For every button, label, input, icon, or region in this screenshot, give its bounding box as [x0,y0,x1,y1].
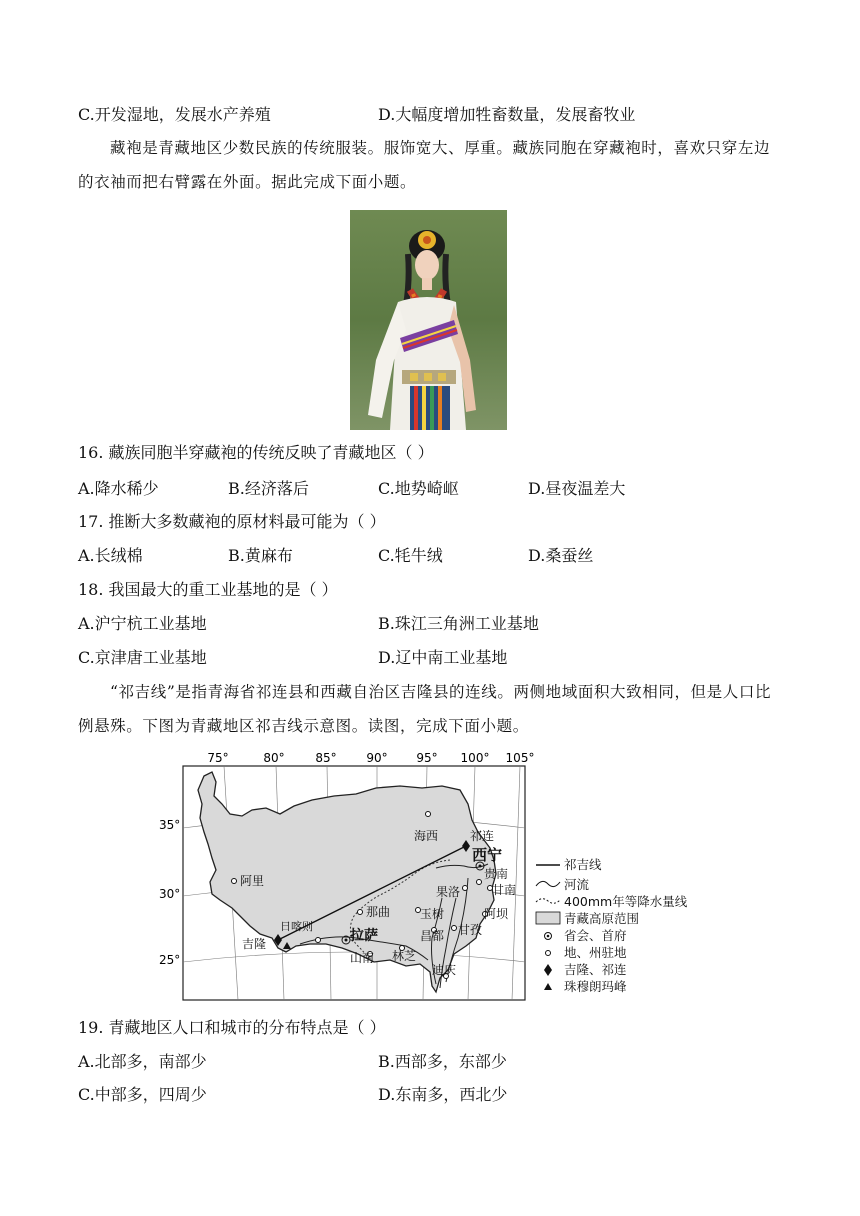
q16-option-a: A.降水稀少 [78,479,159,498]
lat-label-25: 25° [159,953,181,967]
label-lasa: 拉萨 [350,928,378,944]
label-guinan: 贵南 [484,867,509,881]
label-aba: 阿坝 [484,907,509,921]
q16-option-c: C.地势崎岖 [378,479,459,498]
label-yushu: 玉树 [420,907,445,921]
lon-label-85: 85° [315,751,337,765]
q18-option-d: D.辽中南工业基地 [378,648,508,667]
q15-option-c: C.开发湿地，发展水产养殖 [78,105,271,124]
legend-plateau-symbol [536,912,560,924]
legend-river: 河流 [564,877,590,892]
legend-qiji-line: 祁吉线 [564,857,602,872]
legend-everest-symbol [544,983,552,990]
legend-river-symbol [536,881,560,886]
label-ganzi: 甘孜 [458,923,483,937]
label-linzhi: 林芝 [392,949,417,963]
q18-stem: 18. 我国最大的重工业基地的是（ ） [78,580,338,599]
intro-tibetan-robe: 藏袍是青藏地区少数民族的传统服装。服饰宽大、厚重。藏族同胞在穿藏袍时，喜欢只穿左边的衣袖而把右臂露在外面。据此完成下面小题。 [78,139,771,191]
lon-label-100: 100° [460,751,490,765]
lon-label-105: 105° [505,751,535,765]
label-guoluo: 果洛 [436,885,461,899]
q16-stem: 16. 藏族同胞半穿藏袍的传统反映了青藏地区（ ） [78,443,434,462]
label-qilian: 祁连 [470,829,495,843]
label-naqu: 那曲 [366,905,391,919]
intro-qiji-line: “祁吉线”是指青海省祁连县和西藏自治区吉隆县的连线。两侧地域面积大致相同，但是人口比例悬殊。下图为青藏地区祁吉线示意图。读图，完成下面小题。 [78,683,772,735]
legend-plateau: 青藏高原范围 [564,911,640,926]
label-xining: 西宁 [472,846,503,864]
lon-label-75: 75° [207,751,229,765]
q19-stem: 19. 青藏地区人口和城市的分布特点是（ ） [78,1018,386,1037]
q19-option-c: C.中部多，四周少 [78,1085,207,1104]
label-haixi: 海西 [414,829,439,843]
legend-capital: 省会、首府 [564,928,627,943]
lon-label-95: 95° [416,751,438,765]
label-gannan: 甘南 [492,883,517,897]
legend-prefecture-symbol [546,951,551,956]
legend-jilong-qilian: 吉隆、祁连 [564,962,627,977]
q19-option-d: D.东南多，西北少 [378,1085,508,1104]
q17-option-c: C.牦牛绒 [378,546,443,565]
legend-precip-symbol [536,899,560,904]
label-jilong: 吉隆 [242,937,267,951]
tibetan-robe-photo [350,210,507,430]
legend-everest: 珠穆朗玛峰 [564,979,627,994]
q16-option-b: B.经济落后 [228,479,309,498]
label-changdu: 昌都 [420,929,445,943]
q18-option-b: B.珠江三角洲工业基地 [378,614,539,633]
qiji-line-map [150,748,715,1008]
lon-label-80: 80° [263,751,285,765]
q18-option-a: A.沪宁杭工业基地 [78,614,207,633]
q16-option-d: D.昼夜温差大 [528,479,626,498]
label-ali: 阿里 [240,874,265,888]
lat-label-30: 30° [159,887,181,901]
q19-option-a: A.北部多，南部少 [78,1052,207,1071]
q18-option-c: C.京津唐工业基地 [78,648,207,667]
q17-option-b: B.黄麻布 [228,546,293,565]
label-diqing: 迪庆 [432,963,457,977]
label-rikaze: 日喀则 [280,920,313,933]
lat-label-35: 35° [159,818,181,832]
legend-precip-line: 400mm年等降水量线 [564,894,688,909]
label-shannan: 山南 [350,951,375,965]
legend-jilong-qilian-symbol [544,964,552,976]
q19-option-b: B.西部多，东部少 [378,1052,507,1071]
q17-option-d: D.桑蚕丝 [528,546,594,565]
legend-prefecture: 地、州驻地 [564,945,627,960]
q15-option-d: D.大幅度增加牲畜数量，发展畜牧业 [378,105,636,124]
lon-label-90: 90° [366,751,388,765]
map-legend [536,857,688,994]
q17-option-a: A.长绒棉 [78,546,143,565]
q17-stem: 17. 推断大多数藏袍的原材料最可能为（ ） [78,512,386,531]
